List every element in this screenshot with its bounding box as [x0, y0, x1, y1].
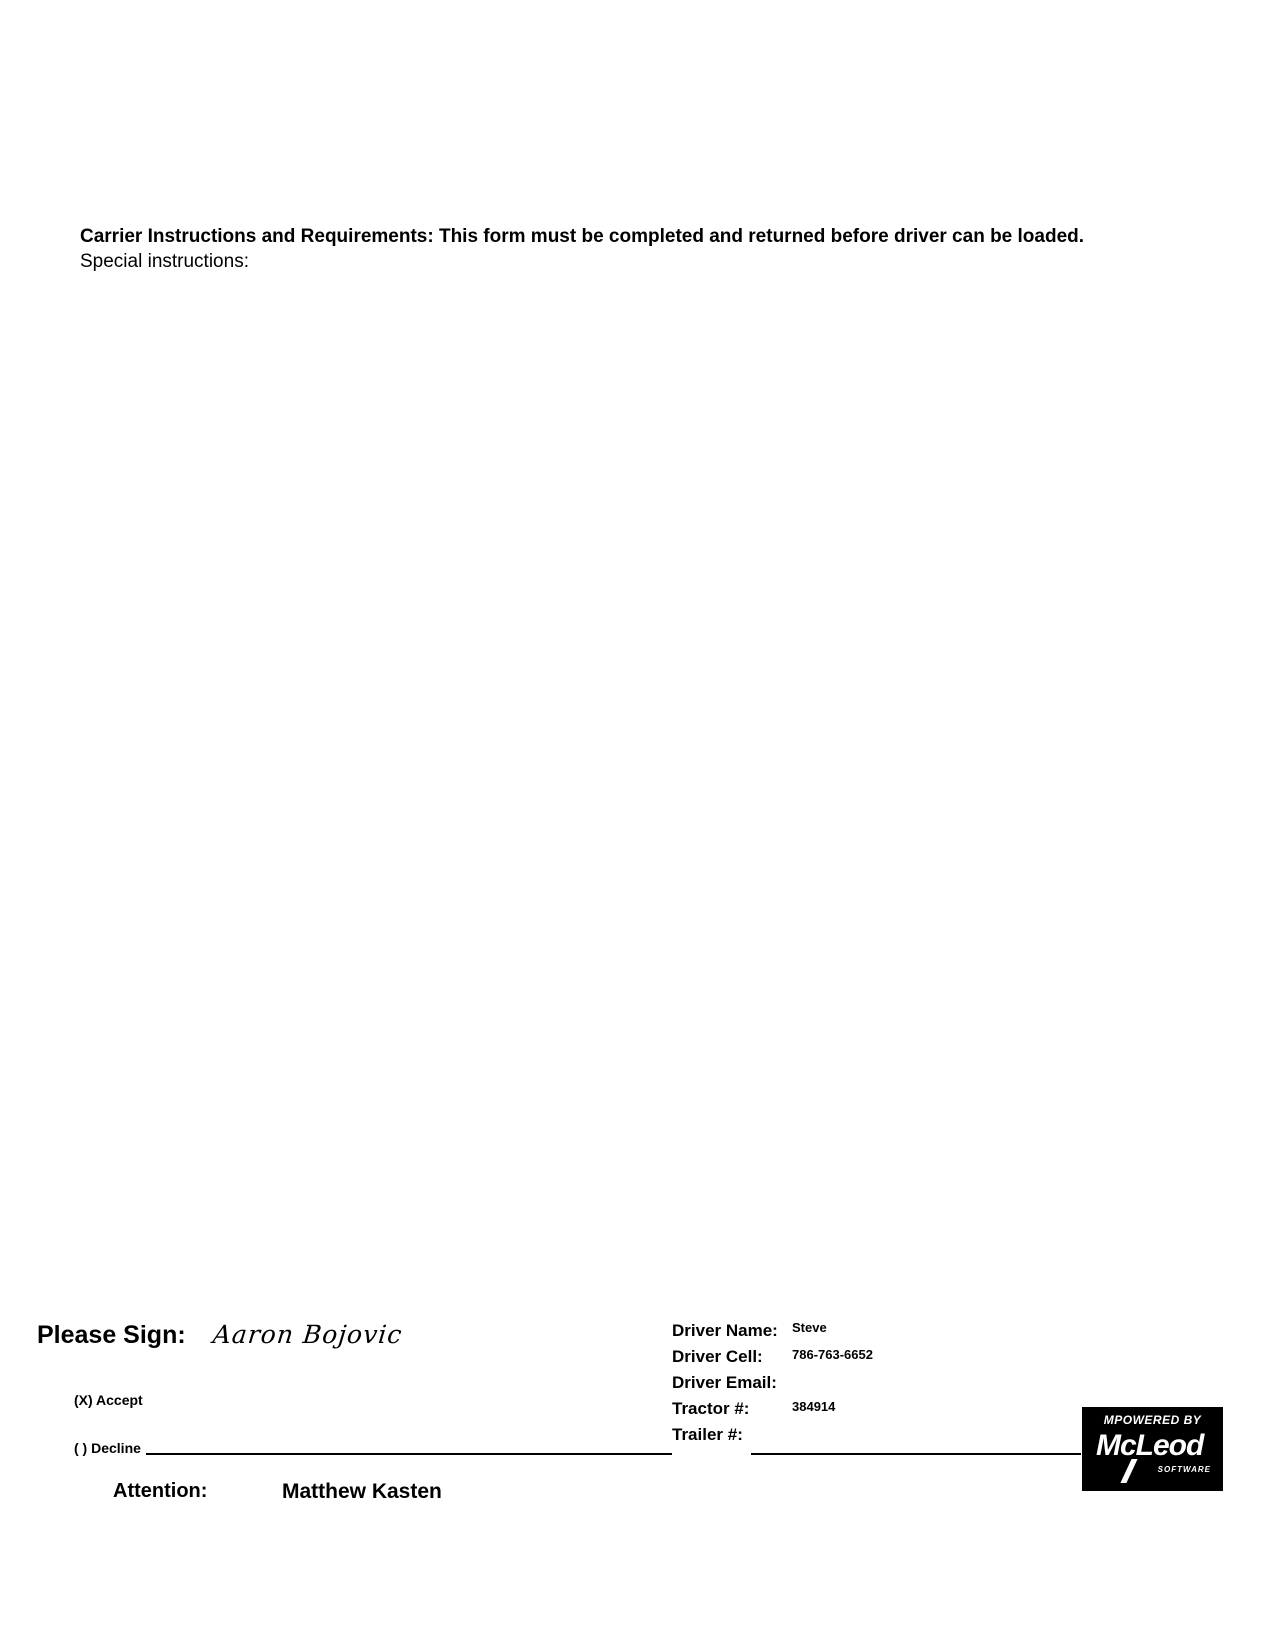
trailer-label: Trailer #:	[672, 1425, 743, 1444]
please-sign-label: Please Sign:	[37, 1321, 186, 1349]
special-instructions-label: Special instructions:	[80, 251, 249, 272]
mcleod-software-logo	[1082, 1407, 1223, 1491]
signature: Aaron Bojovic	[211, 1320, 404, 1349]
driver-email-label: Driver Email:	[672, 1373, 777, 1392]
driver-cell-value: 786-763-6652	[792, 1347, 873, 1362]
attention-label: Attention:	[113, 1480, 208, 1502]
tractor-value: 384914	[792, 1399, 836, 1414]
tractor-label: Tractor #:	[672, 1399, 750, 1418]
logo-powered-by: MPOWERED BY	[1103, 1413, 1202, 1427]
attention-value: Matthew Kasten	[282, 1480, 442, 1503]
carrier-instructions-heading: Carrier Instructions and Requirements: This form must be completed and returned before driver can be loaded.	[80, 226, 1085, 247]
accept-option[interactable]: (X) Accept	[74, 1392, 143, 1408]
logo-software: SOFTWARE	[1157, 1465, 1211, 1474]
driver-name-value: Steve	[792, 1320, 827, 1335]
driver-cell-label: Driver Cell:	[672, 1347, 763, 1366]
decline-option[interactable]: ( ) Decline	[74, 1440, 141, 1456]
driver-name-label: Driver Name:	[672, 1321, 778, 1340]
decline-signature-line	[146, 1453, 672, 1455]
trailer-entry-line	[751, 1453, 1081, 1455]
logo-brand: McLeod	[1096, 1429, 1204, 1462]
